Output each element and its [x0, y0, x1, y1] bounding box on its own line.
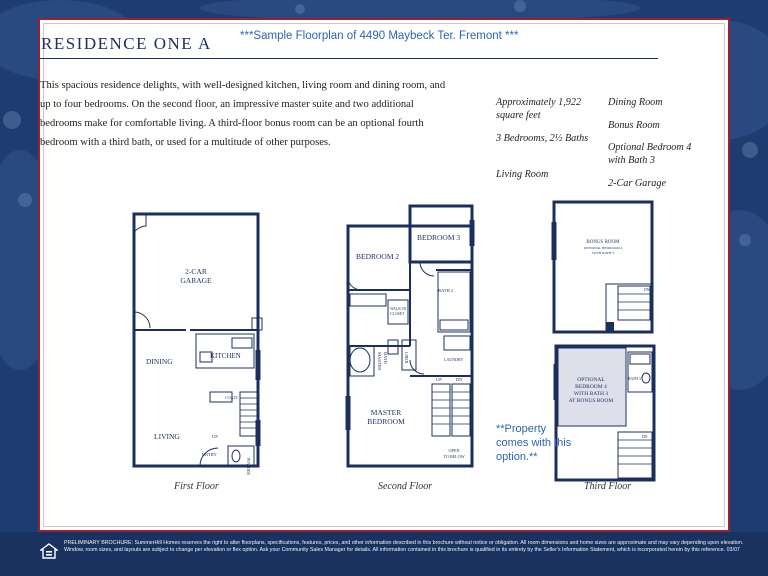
bonus-room-label: BONUS ROOM: [586, 240, 620, 245]
closet-label: CLOSET: [390, 312, 405, 316]
living-label: LIVING: [154, 432, 180, 441]
master-bath-label: MASTER: [377, 352, 382, 371]
option-label-2: BEDROOM 4: [575, 384, 607, 390]
option-label-1: OPTIONAL: [577, 377, 605, 383]
open-below-label: OPEN: [448, 448, 460, 453]
powder-label: POWDER: [246, 458, 251, 475]
feature-dining: Dining Room: [608, 97, 663, 108]
page-title: RESIDENCE ONE A: [41, 34, 212, 53]
first-up-label: UP: [212, 434, 218, 439]
sample-floorplan-note: ***Sample Floorplan of 4490 Maybeck Ter. Fremont ***: [240, 30, 519, 42]
dining-label: DINING: [146, 357, 173, 366]
walkin-label: WALK-IN: [390, 307, 407, 311]
equal-housing-icon: [40, 542, 58, 560]
third-option-dn-label: DN: [642, 435, 648, 439]
second-floor-label: Second Floor: [378, 481, 433, 492]
bedroom3-label: BEDROOM 3: [417, 233, 461, 242]
laundry-label: LAUNDRY: [444, 357, 464, 362]
feature-sqft: Approximately 1,922 square feet: [496, 97, 582, 121]
third-floor-plan: [554, 202, 652, 332]
feature-optional-bedroom: Optional Bedroom 4 with Bath 3: [608, 142, 692, 166]
second-dn-label: DN: [456, 377, 463, 382]
bath3-label: BATH 3: [628, 377, 641, 381]
option-label-4: AT BONUS ROOM: [568, 398, 614, 404]
master-bath-label-2: BATH: [383, 352, 388, 364]
garage-label: 2-CAR: [185, 267, 207, 276]
bath2-label: BATH 2: [438, 288, 454, 293]
bedroom2-label: BEDROOM 2: [356, 252, 400, 261]
open-below-label-2: TO BELOW: [443, 454, 465, 459]
first-floor-label: First Floor: [174, 481, 219, 492]
property-option-note: **Property comes with this option.**: [496, 423, 572, 463]
kitchen-label: KITCHEN: [210, 352, 241, 360]
garage-label-2: GARAGE: [180, 276, 212, 285]
feature-garage: 2-Car Garage: [608, 178, 667, 189]
bonus-optional-label-2: WITH BATH 3: [592, 251, 614, 255]
option-label-3: WITH BATH 3: [573, 391, 609, 397]
master-bedroom-label: MASTER: [370, 408, 402, 417]
entry-label: ENTRY: [202, 452, 217, 457]
feature-bedrooms: 3 Bedrooms, 2½ Baths: [496, 133, 589, 144]
feature-living: Living Room: [496, 169, 549, 180]
feature-bonus: Bonus Room: [608, 120, 660, 131]
second-up-label: UP: [436, 377, 442, 382]
second-floor-plan: [348, 206, 472, 466]
third-floor-label: Third Floor: [584, 481, 632, 492]
third-dn-label: DN: [644, 288, 650, 292]
coats-label: COATS: [225, 395, 238, 400]
bonus-optional-label: OPTIONAL BEDROOM 4: [583, 246, 623, 250]
linen-label: LINEN: [404, 352, 408, 364]
description-text: This spacious residence delights, with well-designed kitchen, living room and dining room, and up to four bedrooms. On the second floor, an impressive master suite and two additional bedrooms make for comfortable living. A third-floor bonus room can be an optional fourth bedroom with a third bath, or used for a multitude of other purposes.: [40, 80, 446, 148]
master-bedroom-label-2: BEDROOM: [367, 417, 405, 426]
footer-disclaimer: PRELIMINARY BROCHURE: SummerHill Homes reserves the right to alter floorplans, specifications, features, prices, and other information described in this brochure without notice or obligation. All room dimensions and home sizes are approximate and may vary depending upon elevation. Window, room sizes, and layouts are subject to change per elevation or flex option. Ask your Community Sales Manager for details. All information contained in this brochure is qualified in its entirety by the Seller's Information Statement, which is incorporated herein by this reference. 03/07: [64, 540, 744, 553]
first-floor-plan: [134, 214, 262, 466]
